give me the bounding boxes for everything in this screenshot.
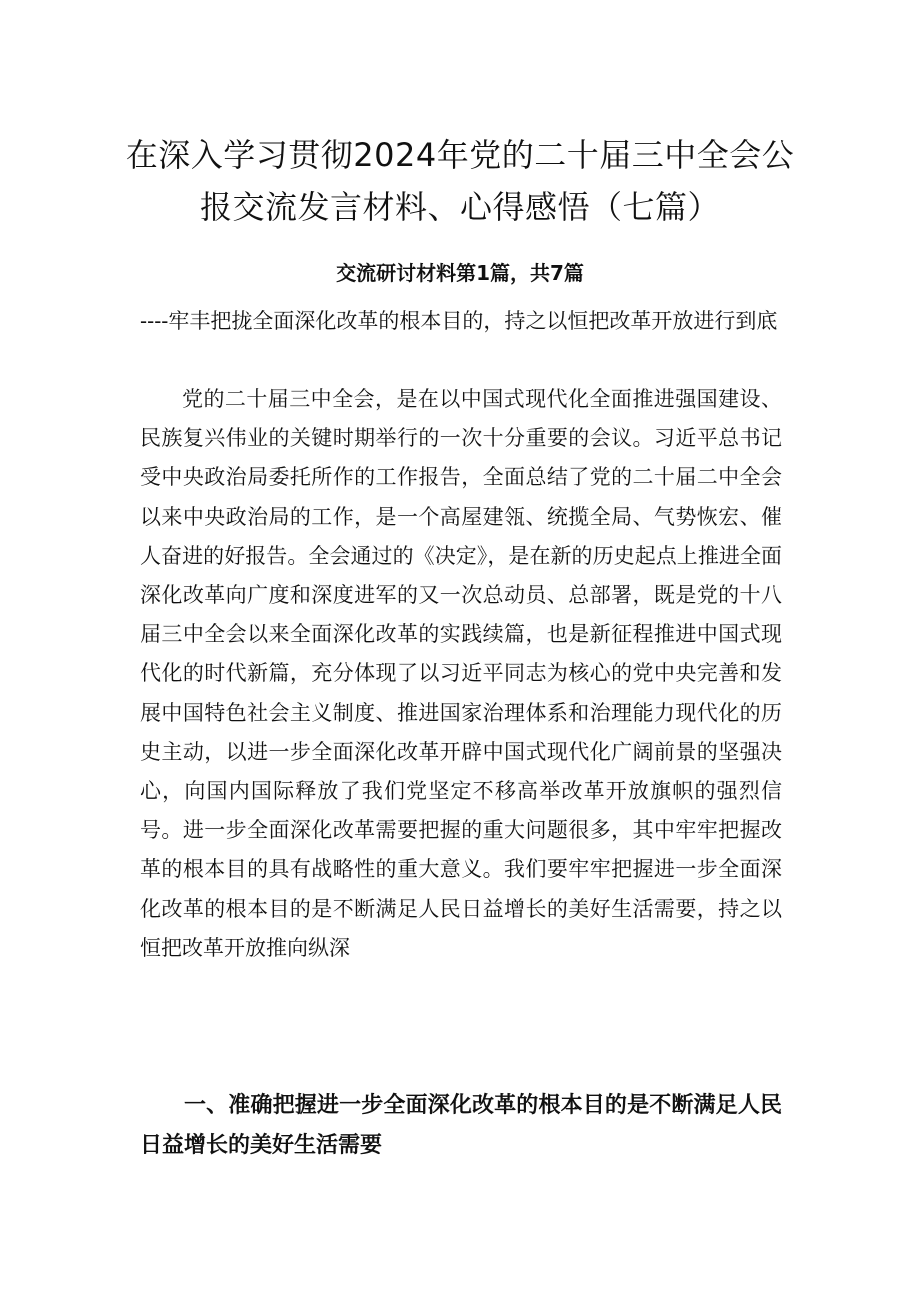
document-subtitle: 交流研讨材料第1篇，共7篇 [336,261,584,285]
section-heading: 一、准确把握进一步全面深化改革的根本目的是不断满足人民日益增长的美好生活需要 [140,1093,782,1158]
document-title: 在深入学习贯彻2024年党的二十届三中全会公报交流发言材料、心得感悟（七篇） [125,136,795,227]
body-paragraph: 党的二十届三中全会，是在以中国式现代化全面推进强国建设、民族复兴伟业的关键时期举行的一次十分重要的会议。习近平总书记受中央政治局委托所作的工作报告，全面总结了党的二十届二中全会以来中央政治局的工作，是一个高屋建瓴、统揽全局、气势恢宏、催人奋进的好报告。全会通过的《决定》，是在新的历史起点上推进全面深化改革向广度和深度进军的又一次总动员、总部署，既是党的十八届三中全会以来全面深化改革的实践续篇，也是新征程推进中国式现代化的时代新篇，充分体现了以习近平同志为核心的党中央完善和发展中国特色社会主义制度、推进国家治理体系和治理能力现代化的历史主动，以进一步全面深化改革开辟中国式现代化广阔前景的坚强决心，向国内国际释放了我们党坚定不移高举改革开放旗帜的强烈信号。进一步全面深化改革需要把握的重大问题很多，其中牢牢把握改革的根本目的具有战略性的重大意义。我们要牢牢把握进一步全面深化改革的根本目的是不断满足人民日益增长的美好生活需要，持之以恒把改革开放推向纵深 [140,387,782,960]
document-tagline: ----牢丰把拢全面深化改革的根本目的，持之以恒把改革开放进行到底 [140,309,778,333]
